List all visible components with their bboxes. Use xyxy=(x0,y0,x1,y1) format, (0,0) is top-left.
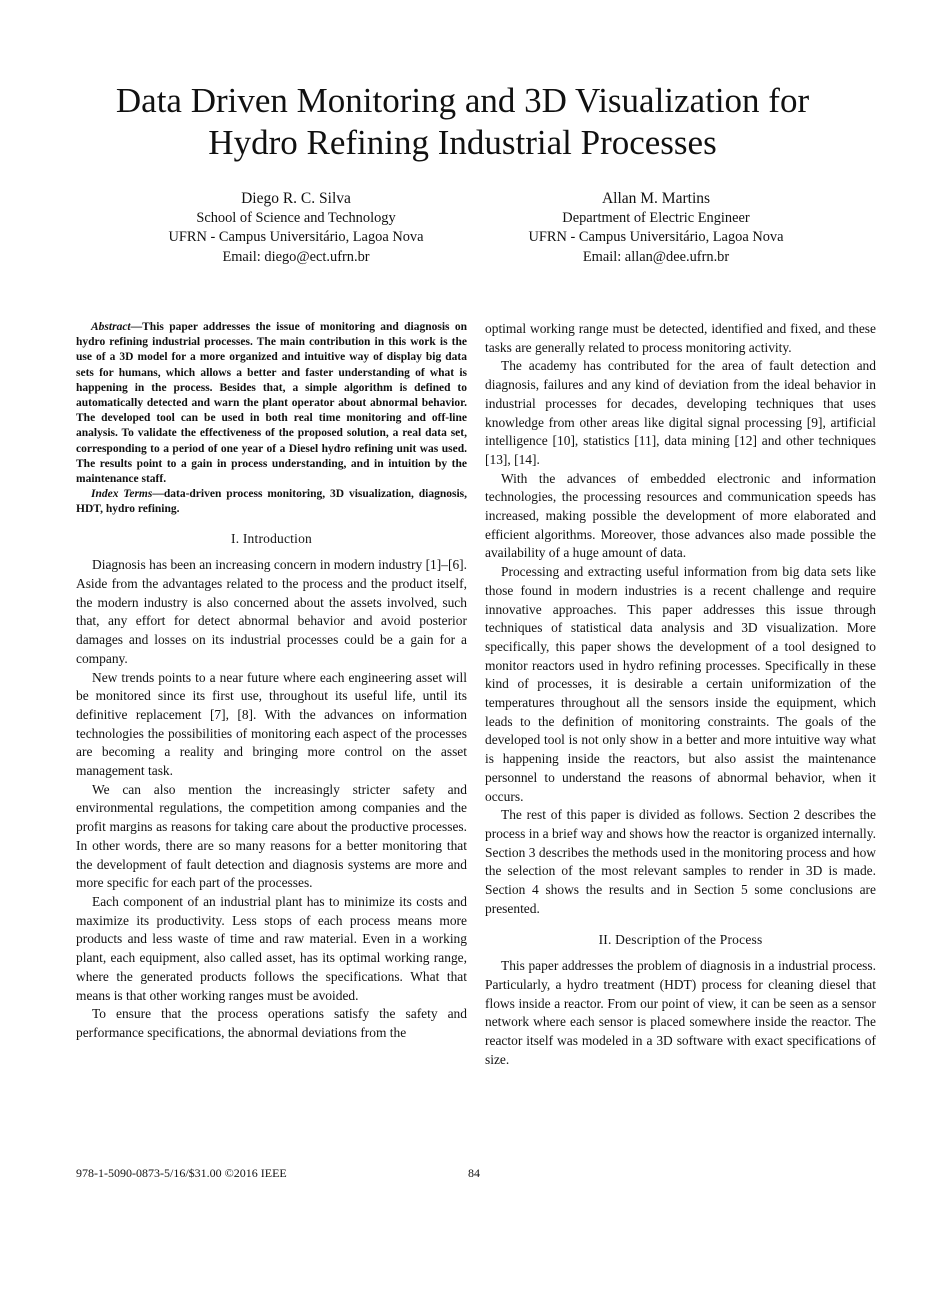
right-column xyxy=(485,320,876,1069)
paragraph: Each component of an industrial plant has to minimize its costs and maximize its productivity. Less stops of each process means more products and less waste of time and raw material. Even in a working plant, each equipment, also called asset, has its optimal working range, where the generated products follows the specifications. What that means is that other working ranges must be avoided. xyxy=(76,894,467,1003)
author-dept: Department of Electric Engineer xyxy=(562,209,750,226)
section-heading-introduction: I. Introduction xyxy=(231,530,312,546)
paragraph: This paper addresses the problem of diagnosis in a industrial process. Particularly, a hydro treatment (HDT) process for cleaning diesel that flows inside a reactor. From our point of view, it can be seen as a sensor network where each sensor is placed somewhere inside the reactor. The reactor itself was modeled in a 3D software with exact specifications of size. xyxy=(485,958,876,1067)
footer-copyright: 978-1-5090-0873-5/16/$31.00 ©2016 IEEE xyxy=(76,1166,287,1180)
author-block-2 xyxy=(491,189,821,267)
author-email: Email: allan@dee.ufrn.br xyxy=(582,248,730,265)
title-line-2: Hydro Refining Industrial Processes xyxy=(208,123,717,162)
section-heading-description: II. Description of the Process xyxy=(598,931,763,947)
index-terms-label: Index Terms xyxy=(91,488,153,501)
author-block-1 xyxy=(131,189,461,267)
title-line-1: Data Driven Monitoring and 3D Visualization for xyxy=(115,81,810,120)
author-name: Allan M. Martins xyxy=(601,190,711,207)
author-institution: UFRN - Campus Universitário, Lagoa Nova xyxy=(528,229,784,245)
paragraph: The academy has contributed for the area of fault detection and diagnosis, failures and any kind of deviation from the ideal behavior in industrial processes for decades, developing techniques that uses knowledge from other areas like digital signal processing [9], artificial intelligence [10], statistics [11], data mining [12] and other techniques [13], [14]. xyxy=(485,358,876,467)
paragraph: The rest of this paper is divided as follows. Section 2 describes the process in a brief way and shows how the reactor is organized internally. Section 3 describes the methods used in the monitoring process and how the selection of the most relevant samples to render in 3D is made. Section 4 shows the results and in Section 5 some conclusions are presented. xyxy=(485,807,876,916)
page-number: 84 xyxy=(468,1166,480,1180)
abstract xyxy=(76,320,467,487)
paper-title xyxy=(60,80,865,164)
author-name: Diego R. C. Silva xyxy=(241,190,351,207)
index-terms xyxy=(76,487,467,517)
paragraph: With the advances of embedded electronic and information technologies, the processing resources and communication speeds has increased, making possible the development of more elaborated and efficient algorithms. Moreover, those advances also made possible the availability of a huge amount of data. xyxy=(485,470,876,561)
author-institution: UFRN - Campus Universitário, Lagoa Nova xyxy=(168,229,424,245)
index-terms-text: —data-driven process monitoring, 3D visualization, diagnosis, HDT, hydro refining. xyxy=(76,488,467,516)
author-email: Email: diego@ect.ufrn.br xyxy=(222,248,370,265)
abstract-text: —This paper addresses the issue of monitoring and diagnosis on hydro refining industrial processes. The main contribution in this work is the use of a 3D model for a more organized and intuitive way of display big data sets for humans, which allows a better and faster understanding of what is happening in the process. Besides that, a simple algorithm is defined to automatically detected and warn the plant operator about abnormal behavior. The developed tool can be used in both real time monitoring and off-line analysis. To validate the effectiveness of the proposed solution, a real data set, corresponding to a period of one year of a Diesel hydro refining unit was used. The results point to a gain in process understanding, and in intuition by the maintenance staff. xyxy=(76,321,467,486)
paragraph: We can also mention the increasingly stricter safety and environmental regulations, the competition among companies and the profit margins as reasons for taking care about the productive processes. In other words, there are so many reasons for a better monitoring that the development of fault detection and diagnosis systems are more and more specific for each part of the processes. xyxy=(76,781,467,891)
paragraph: New trends points to a near future where each engineering asset will be monitored since its first use, throughout its useful life, until its definitive replacement [7], [8]. With the advances on information technologies the possibilities of monitoring each aspect of the processes are becoming a reality and bringing more control on the asset management task. xyxy=(76,669,467,779)
abstract-label: Abstract xyxy=(91,321,131,333)
paragraph: To ensure that the process operations satisfy the safety and performance specifications, the abnormal deviations from the xyxy=(76,1006,467,1040)
paragraph: Diagnosis has been an increasing concern in modern industry [1]–[6]. Aside from the advantages related to the process and the product itself, the modern industry is also concerned about the assets involved, such that, any effort for detect abnormal behavior and avoid posterior damages and losses on its industrial processes could be a gain for a company. xyxy=(76,557,467,666)
paragraph: Processing and extracting useful information from big data sets like those found in modern industries is a recent challenge and require innovative approaches. This paper addresses this issue through techniques of statistical data analysis and 3D visualization. More specifically, this paper shows the development of a tool designed to monitor reactors used in hydro refining processes. Specifically in these kind of processes, it is desirable a certain uniformization of the temperatures throughout all the sensors inside the equipment, which leads to the definition of monitoring constraints. The goals of the developed tool is not only show in a better and more intuitive way what is happening inside the reactors, but also assist the maintenance personnel to understand the reasons of abnormal behavior, when it occurs. xyxy=(485,564,876,804)
author-dept: School of Science and Technology xyxy=(196,209,396,226)
left-column xyxy=(76,320,467,1043)
paragraph-continued: optimal working range must be detected, identified and fixed, and these tasks are generally related to process monitoring activity. xyxy=(485,321,876,355)
